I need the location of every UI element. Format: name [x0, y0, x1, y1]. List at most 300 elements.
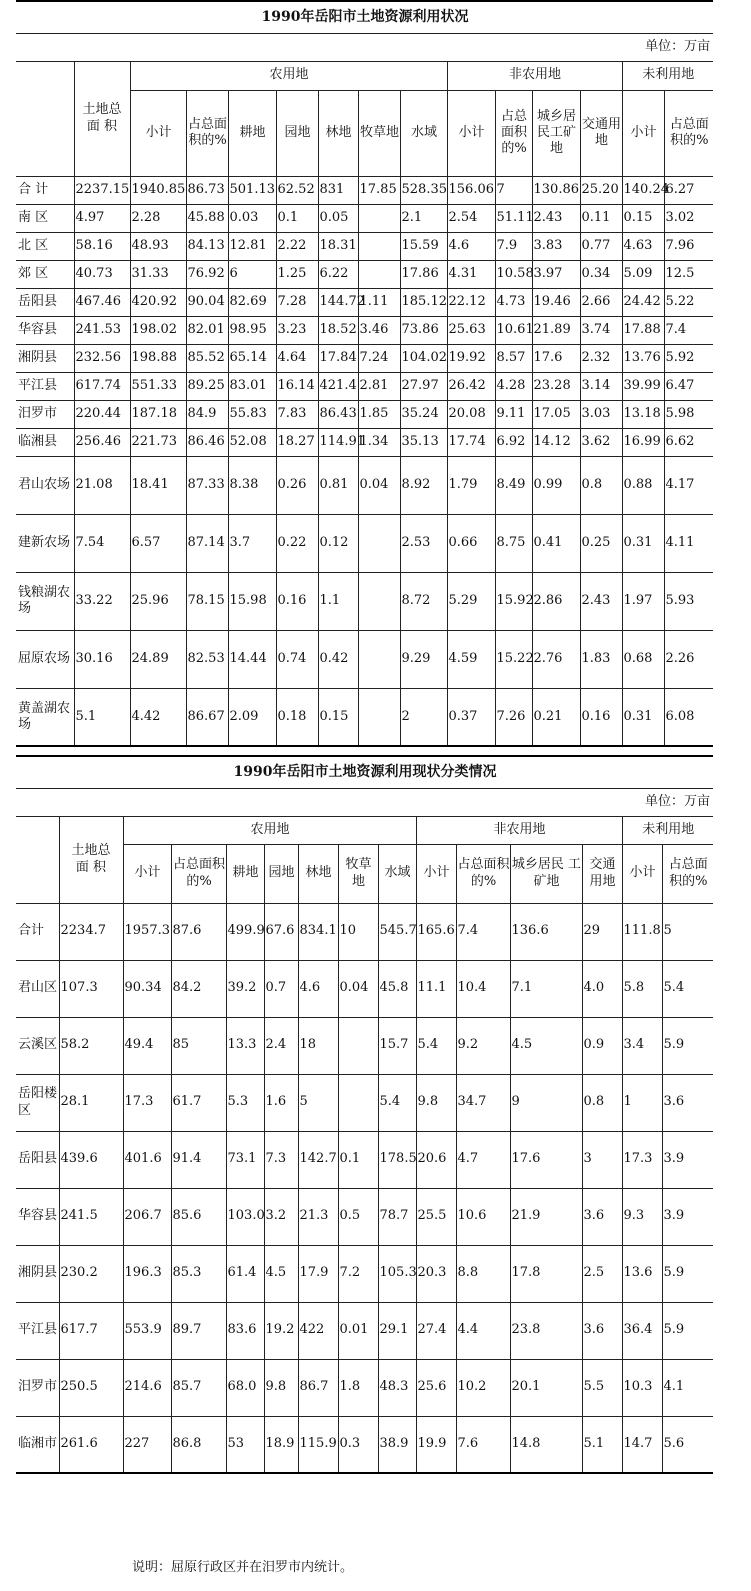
table-cell: 25.20 — [580, 176, 622, 204]
table-cell: 10 — [338, 903, 378, 960]
table-cell: 1957.3 — [123, 903, 171, 960]
table-cell: 3.14 — [580, 372, 622, 400]
table-cell: 58.16 — [74, 232, 130, 260]
table-cell: 3.2 — [264, 1188, 298, 1245]
table-row — [16, 1131, 713, 1188]
table-row — [16, 1302, 713, 1359]
table-cell: 0.04 — [358, 456, 400, 514]
table-cell: 7.9 — [495, 232, 532, 260]
table-cell: 73.86 — [400, 316, 447, 344]
table-cell: 84.13 — [186, 232, 228, 260]
table-row — [16, 1416, 713, 1473]
table-cell: 4.6 — [447, 232, 495, 260]
table-cell: 86.46 — [186, 428, 228, 456]
table-cell — [338, 1017, 378, 1074]
table1-sub-unused-subtotal: 小计 — [622, 90, 664, 176]
table-cell: 3.03 — [580, 400, 622, 428]
table-cell: 25.63 — [447, 316, 495, 344]
table-cell: 2.81 — [358, 372, 400, 400]
table-cell: 2.66 — [580, 288, 622, 316]
table1-unit: 单位：万亩 — [16, 33, 713, 61]
table-cell: 6.22 — [318, 260, 358, 288]
table-cell: 227 — [123, 1416, 171, 1473]
table-cell: 551.33 — [130, 372, 186, 400]
row-label: 钱粮湖农场 — [16, 572, 74, 630]
table-cell: 19.46 — [532, 288, 580, 316]
table-cell: 2.54 — [447, 204, 495, 232]
table-cell: 1.25 — [276, 260, 318, 288]
table2-header-total: 土地总 面 积 — [59, 816, 123, 903]
table-row — [16, 260, 713, 288]
table-cell: 3.23 — [276, 316, 318, 344]
row-label: 黄盖湖农场 — [16, 688, 74, 746]
table-cell: 2 — [400, 688, 447, 746]
table-cell: 23.28 — [532, 372, 580, 400]
table-cell: 1.79 — [447, 456, 495, 514]
table-cell: 3.6 — [582, 1302, 622, 1359]
table-cell: 21.08 — [74, 456, 130, 514]
table-cell: 25.96 — [130, 572, 186, 630]
table-cell: 45.88 — [186, 204, 228, 232]
table-cell: 48.93 — [130, 232, 186, 260]
table-cell: 0.66 — [447, 514, 495, 572]
table-cell: 7.3 — [264, 1131, 298, 1188]
table-cell: 1.1 — [318, 572, 358, 630]
table-cell: 22.12 — [447, 288, 495, 316]
table-cell: 0.5 — [338, 1188, 378, 1245]
table-cell: 0.74 — [276, 630, 318, 688]
table2-sub-forest: 林地 — [298, 844, 338, 903]
table-cell: 20.6 — [416, 1131, 456, 1188]
table-cell: 422 — [298, 1302, 338, 1359]
table-cell: 0.18 — [276, 688, 318, 746]
table-cell: 107.3 — [59, 960, 123, 1017]
table-cell: 0.8 — [582, 1074, 622, 1131]
row-label: 岳阳县 — [16, 1131, 59, 1188]
table-cell: 0.22 — [276, 514, 318, 572]
table-cell: 0.1 — [276, 204, 318, 232]
table-cell: 3.62 — [580, 428, 622, 456]
land-use-classification-table-1990 — [16, 755, 713, 1474]
table1-sub-agri-subtotal: 小计 — [130, 90, 186, 176]
table-cell: 3.97 — [532, 260, 580, 288]
table-cell: 5 — [662, 903, 713, 960]
table-row — [16, 316, 713, 344]
table-cell: 85.52 — [186, 344, 228, 372]
table-cell: 83.01 — [228, 372, 276, 400]
table-cell: 0.81 — [318, 456, 358, 514]
table-cell: 68.0 — [226, 1359, 264, 1416]
row-label: 南 区 — [16, 204, 74, 232]
table-cell: 4.5 — [264, 1245, 298, 1302]
table-cell: 0.8 — [580, 456, 622, 514]
table1-sub-unused-pct: 占总面积的% — [664, 90, 713, 176]
table-cell: 9.11 — [495, 400, 532, 428]
table-cell: 4.28 — [495, 372, 532, 400]
table1-sub-nonagri-subtotal: 小计 — [447, 90, 495, 176]
table-cell: 4.1 — [662, 1359, 713, 1416]
table-cell: 2.1 — [400, 204, 447, 232]
table-cell — [358, 232, 400, 260]
table-cell: 545.7 — [378, 903, 416, 960]
table-cell: 24.89 — [130, 630, 186, 688]
table-cell: 3.9 — [662, 1131, 713, 1188]
table-cell: 401.6 — [123, 1131, 171, 1188]
table-cell: 17.6 — [532, 344, 580, 372]
table-cell: 144.72 — [318, 288, 358, 316]
row-label: 合计 — [16, 903, 59, 960]
table-cell: 65.14 — [228, 344, 276, 372]
row-label: 临湘市 — [16, 1416, 59, 1473]
table2-sub-cultivated: 耕地 — [226, 844, 264, 903]
table-cell: 21.89 — [532, 316, 580, 344]
table-cell: 7.24 — [358, 344, 400, 372]
table-row — [16, 1188, 713, 1245]
table-cell — [358, 630, 400, 688]
table-cell: 86.73 — [186, 176, 228, 204]
row-label: 临湘县 — [16, 428, 74, 456]
table-cell: 36.4 — [622, 1302, 662, 1359]
table-cell: 1.8 — [338, 1359, 378, 1416]
table-cell — [358, 514, 400, 572]
table-cell: 17.9 — [298, 1245, 338, 1302]
row-label: 合 计 — [16, 176, 74, 204]
table-row — [16, 630, 713, 688]
table-cell: 130.86 — [532, 176, 580, 204]
table-cell: 13.18 — [622, 400, 664, 428]
table-cell — [338, 1074, 378, 1131]
table-cell: 84.2 — [171, 960, 226, 1017]
table2-sub-residential: 城乡居民 工 矿地 — [510, 844, 582, 903]
table-cell: 1 — [622, 1074, 662, 1131]
table-row — [16, 176, 713, 204]
table-cell: 0.31 — [622, 688, 664, 746]
table2-sub-unused-pct: 占总面积的% — [662, 844, 713, 903]
table-cell: 8.92 — [400, 456, 447, 514]
table2-header-nonagri: 非农用地 — [416, 816, 622, 844]
table-cell: 114.91 — [318, 428, 358, 456]
table-cell: 86.67 — [186, 688, 228, 746]
table-cell: 0.15 — [622, 204, 664, 232]
table-cell: 16.14 — [276, 372, 318, 400]
table-cell: 62.52 — [276, 176, 318, 204]
row-label: 君山区 — [16, 960, 59, 1017]
table-cell: 6.47 — [664, 372, 713, 400]
table-row — [16, 232, 713, 260]
table-cell: 6.62 — [664, 428, 713, 456]
table-row — [16, 456, 713, 514]
table-cell: 23.8 — [510, 1302, 582, 1359]
table-cell: 14.12 — [532, 428, 580, 456]
table-cell: 9 — [510, 1074, 582, 1131]
table2-corner — [16, 816, 59, 903]
table-cell: 185.12 — [400, 288, 447, 316]
table-cell: 12.5 — [664, 260, 713, 288]
table-cell: 0.99 — [532, 456, 580, 514]
table-cell: 5.22 — [664, 288, 713, 316]
table-cell: 18.41 — [130, 456, 186, 514]
table-cell: 0.42 — [318, 630, 358, 688]
table-cell: 6.08 — [664, 688, 713, 746]
table-cell: 256.46 — [74, 428, 130, 456]
table-cell: 28.1 — [59, 1074, 123, 1131]
table2-sub-nonagri-pct: 占总面积的% — [456, 844, 510, 903]
table-cell: 17.74 — [447, 428, 495, 456]
table-cell: 241.5 — [59, 1188, 123, 1245]
table-row — [16, 1017, 713, 1074]
table-cell: 19.9 — [416, 1416, 456, 1473]
table-cell: 5.5 — [582, 1359, 622, 1416]
table-cell: 18.31 — [318, 232, 358, 260]
table-cell: 8.38 — [228, 456, 276, 514]
table2-sub-orchard: 园地 — [264, 844, 298, 903]
table-row — [16, 1359, 713, 1416]
table-cell: 27.4 — [416, 1302, 456, 1359]
table-cell: 5.8 — [622, 960, 662, 1017]
table-cell: 0.01 — [338, 1302, 378, 1359]
table2-sub-transport: 交通用地 — [582, 844, 622, 903]
table1-sub-residential: 城乡居民工矿地 — [532, 90, 580, 176]
table-cell: 17.05 — [532, 400, 580, 428]
table-cell: 2.09 — [228, 688, 276, 746]
table-cell: 5.98 — [664, 400, 713, 428]
table-cell: 40.73 — [74, 260, 130, 288]
table-cell: 198.88 — [130, 344, 186, 372]
table-cell: 39.2 — [226, 960, 264, 1017]
table-cell: 2.28 — [130, 204, 186, 232]
table-cell: 553.9 — [123, 1302, 171, 1359]
table-cell: 1.97 — [622, 572, 664, 630]
table-cell: 421.4 — [318, 372, 358, 400]
table-cell: 0.88 — [622, 456, 664, 514]
row-label: 北 区 — [16, 232, 74, 260]
table-cell: 103.0 — [226, 1188, 264, 1245]
table-cell: 15.98 — [228, 572, 276, 630]
table-cell: 0.16 — [276, 572, 318, 630]
table-cell: 15.7 — [378, 1017, 416, 1074]
table-cell: 5.29 — [447, 572, 495, 630]
row-label: 建新农场 — [16, 514, 74, 572]
table-cell: 9.8 — [416, 1074, 456, 1131]
table-cell: 10.3 — [622, 1359, 662, 1416]
table-cell: 0.03 — [228, 204, 276, 232]
table-cell: 7.1 — [510, 960, 582, 1017]
table-cell: 61.7 — [171, 1074, 226, 1131]
table-cell: 10.6 — [456, 1188, 510, 1245]
table-cell — [358, 688, 400, 746]
table-cell: 4.42 — [130, 688, 186, 746]
table-cell: 0.05 — [318, 204, 358, 232]
table1-sub-cultivated: 耕地 — [228, 90, 276, 176]
table2-sub-water: 水域 — [378, 844, 416, 903]
table-cell: 11.1 — [416, 960, 456, 1017]
table2-sub-unused-subtotal: 小计 — [622, 844, 662, 903]
table-cell: 1.11 — [358, 288, 400, 316]
table-cell: 6.27 — [664, 176, 713, 204]
table-cell: 78.7 — [378, 1188, 416, 1245]
table-cell: 86.7 — [298, 1359, 338, 1416]
table-cell: 5.4 — [378, 1074, 416, 1131]
table-row — [16, 1245, 713, 1302]
land-use-table-1990 — [16, 0, 713, 747]
table-cell: 4.4 — [456, 1302, 510, 1359]
table-cell: 5.1 — [74, 688, 130, 746]
row-label: 汨罗市 — [16, 400, 74, 428]
table-cell: 3.83 — [532, 232, 580, 260]
table1-corner — [16, 61, 74, 176]
table-cell: 8.72 — [400, 572, 447, 630]
table-cell: 1.6 — [264, 1074, 298, 1131]
table-cell: 214.6 — [123, 1359, 171, 1416]
table-cell: 85.6 — [171, 1188, 226, 1245]
table1-header-total: 土地总 面 积 — [74, 61, 130, 176]
table-cell: 31.33 — [130, 260, 186, 288]
table1-header-agri: 农用地 — [130, 61, 447, 90]
table-cell: 0.25 — [580, 514, 622, 572]
table-cell: 1.34 — [358, 428, 400, 456]
table2-header-unused: 未利用地 — [622, 816, 713, 844]
table-cell: 2.53 — [400, 514, 447, 572]
table-cell: 187.18 — [130, 400, 186, 428]
table-cell: 9.8 — [264, 1359, 298, 1416]
table1-header-nonagri: 非农用地 — [447, 61, 622, 90]
table-cell: 87.14 — [186, 514, 228, 572]
table-cell: 25.6 — [416, 1359, 456, 1416]
table-cell: 1.83 — [580, 630, 622, 688]
table-cell: 7.28 — [276, 288, 318, 316]
table-cell: 78.15 — [186, 572, 228, 630]
table-cell: 0.77 — [580, 232, 622, 260]
table-cell: 83.6 — [226, 1302, 264, 1359]
table-cell: 6.92 — [495, 428, 532, 456]
table-cell: 5.9 — [662, 1302, 713, 1359]
table-cell: 18.9 — [264, 1416, 298, 1473]
table-cell: 7.96 — [664, 232, 713, 260]
table2-title: 1990年岳阳市土地资源利用现状分类情况 — [16, 756, 713, 788]
table-row — [16, 688, 713, 746]
table-cell: 140.24 — [622, 176, 664, 204]
table-cell: 14.8 — [510, 1416, 582, 1473]
table-cell: 35.24 — [400, 400, 447, 428]
table-cell: 16.99 — [622, 428, 664, 456]
table-cell: 82.53 — [186, 630, 228, 688]
table-cell: 467.46 — [74, 288, 130, 316]
table-cell: 90.04 — [186, 288, 228, 316]
table-cell: 156.06 — [447, 176, 495, 204]
table-row — [16, 1074, 713, 1131]
table-cell: 0.21 — [532, 688, 580, 746]
table-cell: 55.83 — [228, 400, 276, 428]
table-cell: 33.22 — [74, 572, 130, 630]
table-cell: 5.6 — [662, 1416, 713, 1473]
table-cell: 7.83 — [276, 400, 318, 428]
table-cell: 13.6 — [622, 1245, 662, 1302]
row-label: 湘阴县 — [16, 344, 74, 372]
table-cell: 232.56 — [74, 344, 130, 372]
table-cell: 85 — [171, 1017, 226, 1074]
table-cell: 82.69 — [228, 288, 276, 316]
table-cell: 196.3 — [123, 1245, 171, 1302]
table-cell: 85.7 — [171, 1359, 226, 1416]
table-cell: 10.58 — [495, 260, 532, 288]
table-row — [16, 572, 713, 630]
table1-sub-nonagri-pct: 占总面积的% — [495, 90, 532, 176]
table-row — [16, 960, 713, 1017]
table-cell: 0.1 — [338, 1131, 378, 1188]
table-cell: 6.57 — [130, 514, 186, 572]
table-cell: 2.22 — [276, 232, 318, 260]
table-cell: 3.4 — [622, 1017, 662, 1074]
table-cell: 0.04 — [338, 960, 378, 1017]
row-label: 岳阳县 — [16, 288, 74, 316]
table-cell: 89.25 — [186, 372, 228, 400]
table-row — [16, 400, 713, 428]
table-cell: 82.01 — [186, 316, 228, 344]
table-cell: 61.4 — [226, 1245, 264, 1302]
table-cell: 73.1 — [226, 1131, 264, 1188]
table-cell: 17.3 — [622, 1131, 662, 1188]
table1-body — [16, 176, 713, 746]
table-cell: 86.8 — [171, 1416, 226, 1473]
table-cell: 3.7 — [228, 514, 276, 572]
table-cell: 7.26 — [495, 688, 532, 746]
table-row — [16, 514, 713, 572]
table-cell: 5 — [298, 1074, 338, 1131]
table-cell: 87.6 — [171, 903, 226, 960]
table-cell: 4.11 — [664, 514, 713, 572]
table-cell: 13.3 — [226, 1017, 264, 1074]
table-cell: 3.6 — [662, 1074, 713, 1131]
table-cell: 3.46 — [358, 316, 400, 344]
table-cell: 24.42 — [622, 288, 664, 316]
table-cell: 4.6 — [298, 960, 338, 1017]
table-cell: 2.76 — [532, 630, 580, 688]
table-cell: 91.4 — [171, 1131, 226, 1188]
table-cell: 7.54 — [74, 514, 130, 572]
table-cell: 27.97 — [400, 372, 447, 400]
table-cell: 29.1 — [378, 1302, 416, 1359]
table-cell: 0.16 — [580, 688, 622, 746]
table-cell: 67.6 — [264, 903, 298, 960]
table-cell: 49.4 — [123, 1017, 171, 1074]
table-cell: 0.41 — [532, 514, 580, 572]
table-cell: 17.84 — [318, 344, 358, 372]
table-cell: 5.09 — [622, 260, 664, 288]
table-cell: 18 — [298, 1017, 338, 1074]
table-cell: 2.4 — [264, 1017, 298, 1074]
table-cell: 87.33 — [186, 456, 228, 514]
table-cell: 17.3 — [123, 1074, 171, 1131]
table-cell: 178.5 — [378, 1131, 416, 1188]
table-cell: 5.9 — [662, 1017, 713, 1074]
table-row — [16, 428, 713, 456]
table-cell: 0.7 — [264, 960, 298, 1017]
table-cell: 34.7 — [456, 1074, 510, 1131]
table-cell: 7.4 — [664, 316, 713, 344]
table-cell: 35.13 — [400, 428, 447, 456]
table-cell: 52.08 — [228, 428, 276, 456]
table-cell: 4.63 — [622, 232, 664, 260]
table-cell: 9.29 — [400, 630, 447, 688]
table-cell: 617.7 — [59, 1302, 123, 1359]
table-cell: 0.31 — [622, 514, 664, 572]
row-label: 平江县 — [16, 1302, 59, 1359]
table-cell: 2.86 — [532, 572, 580, 630]
table-cell: 3 — [582, 1131, 622, 1188]
table-cell: 14.7 — [622, 1416, 662, 1473]
table-cell: 8.75 — [495, 514, 532, 572]
table-cell: 25.5 — [416, 1188, 456, 1245]
